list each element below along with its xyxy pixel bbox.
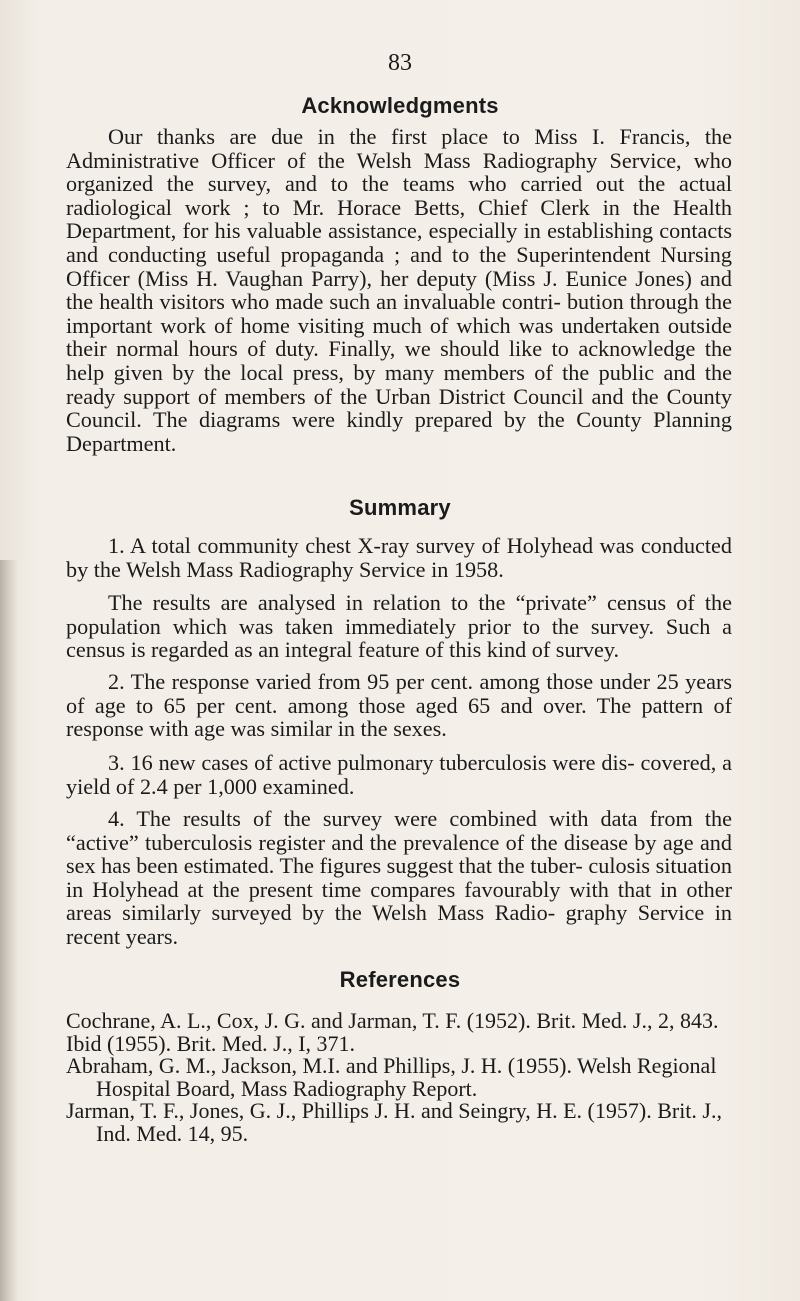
summary-paragraph-1: 1. A total community chest X-ray survey of Holyhead was conducted by the Welsh Mass Radiography Service in 1958. (66, 533, 732, 582)
acknowledgments-paragraph: Our thanks are due in the first place to Miss I. Francis, the Administrative Officer of the Welsh Mass Radiography Service, who organized the survey, and to the teams who carried out the actual radiological work ; to Mr. Horace Betts, Chief Clerk in the Health Department, for his valuable assistance, especially in establishing contacts and conducting useful propaganda ; and to the Superintendent Nursing Officer (Miss H. Vaughan Parry), her deputy (Miss J. Eunice Jones) and the health visitors who made such an invaluable contri- bution through the important work of home visiting much of which was undertaken outside their normal hours of duty. Finally, we should like to acknowledge the help given by the local press, by many members of the public and the ready support of members of the Urban District Council and the County Council. The diagrams were kindly prepared by the County Planning Department. (66, 124, 732, 456)
reference-item: Cochrane, A. L., Cox, J. G. and Jarman, T. F. (1952). Brit. Med. J., 2, 843. (66, 1008, 719, 1033)
reference-item: Abraham, G. M., Jackson, M.I. and Phillips, J. H. (1955). Welsh Regional Hospital Board, Mass Radiography Report. (66, 1053, 717, 1101)
reference-item: Jarman, T. F., Jones, G. J., Phillips J. H. and Seingry, H. E. (1957). Brit. J., Ind. Med. 14, 95. (66, 1098, 722, 1146)
acknowledgments-heading: Acknowledgments (301, 93, 499, 118)
summary-paragraph-3: 3. 16 new cases of active pulmonary tuberculosis were dis- covered, a yield of 2.4 per 1,000 examined. (66, 750, 732, 799)
summary-heading: Summary (349, 495, 451, 520)
page-number: 83 (388, 50, 412, 76)
reference-item: Ibid (1955). Brit. Med. J., I, 371. (66, 1030, 356, 1056)
summary-paragraph-4: 4. The results of the survey were combined with data from the “active” tuberculosis register and the prevalence of the disease by age and sex has been estimated. The figures suggest that the tuber- culosis situation in Holyhead at the present time compares favourably with that in other areas similarly surveyed by the Welsh Mass Radio- graphy Service in recent years. (66, 806, 732, 949)
references-list (66, 1010, 756, 1146)
page-edge-shadow (0, 560, 18, 1301)
summary-paragraph-1b: The results are analysed in relation to the “private” census of the population which was taken immediately prior to the survey. Such a census is regarded as an integral feature of this kind of survey. (66, 590, 732, 663)
summary-paragraph-2: 2. The response varied from 95 per cent. among those under 25 years of age to 65 per cent. among those aged 65 and over. The pattern of response with age was similar in the sexes. (66, 669, 732, 742)
references-heading: References (339, 967, 461, 992)
